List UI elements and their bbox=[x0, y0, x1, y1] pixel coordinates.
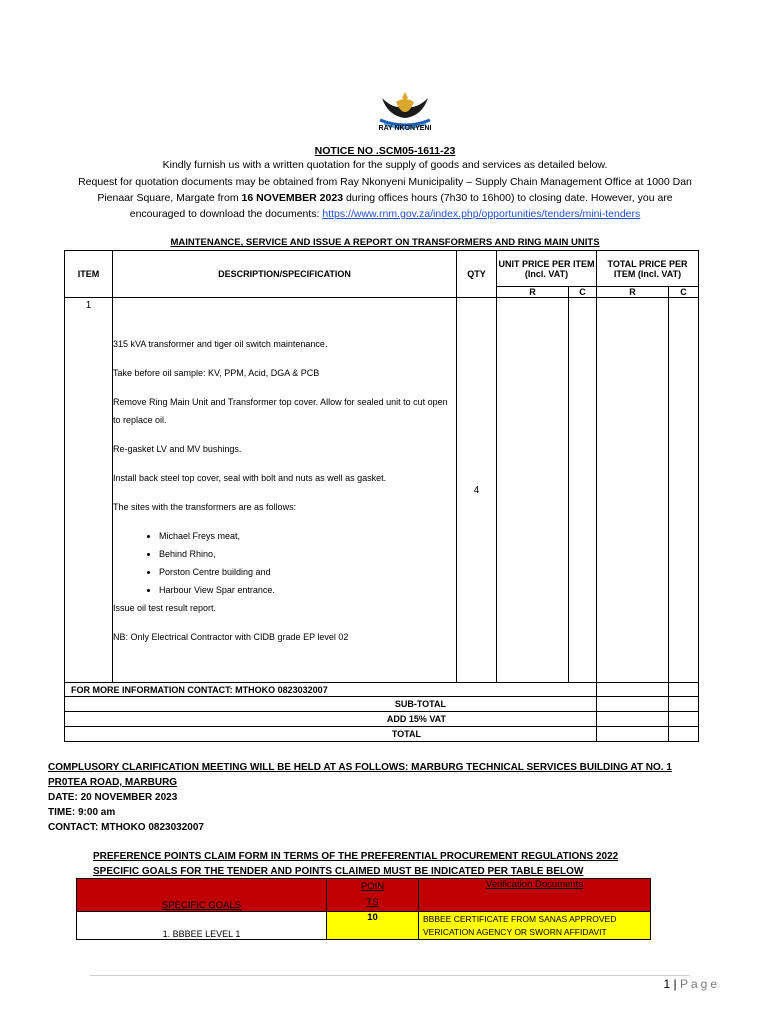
list-item: • Porston Centre building and bbox=[159, 563, 456, 581]
preference-title-1: PREFERENCE POINTS CLAIM FORM IN TERMS OF THE PREFERENTIAL PROCUREMENT REGULATIONS 2022 bbox=[93, 851, 619, 862]
intro-line-3-pre: Pienaar Square, Margate from bbox=[97, 192, 242, 204]
intro-date: 16 NOVEMBER 2023 bbox=[241, 192, 344, 204]
points-header-b: TS bbox=[366, 897, 379, 908]
header-total-price: TOTAL PRICE PER ITEM (Incl. VAT) bbox=[597, 251, 699, 287]
subtotal-r-input[interactable] bbox=[597, 697, 669, 712]
points-value: 10 bbox=[327, 912, 419, 940]
row-qty: 4 bbox=[457, 298, 497, 683]
desc-p2: Take before oil sample: KV, PPM, Acid, DGA & PCB bbox=[113, 367, 320, 378]
table-title: MAINTENANCE, SERVICE AND ISSUE A REPORT ON TRANSFORMERS AND RING MAIN UNITS bbox=[170, 237, 600, 248]
documents-link[interactable]: https://www.rnm.gov.za/index.php/opportunities/tenders/mini-tenders bbox=[322, 208, 641, 220]
list-item: • Behind Rhino, bbox=[159, 545, 456, 563]
subtotal-label: SUB-TOTAL bbox=[65, 697, 597, 712]
meeting-line-1: COMPLUSORY CLARIFICATION MEETING WILL BE HELD AT AS FOLLOWS: MARBURG TECHNICAL SERVICES BUILDING AT NO. 1 bbox=[48, 762, 672, 773]
header-description: DESCRIPTION/SPECIFICATION bbox=[113, 251, 457, 298]
quotation-table bbox=[64, 250, 699, 742]
sites-list bbox=[113, 527, 456, 599]
table-row bbox=[65, 298, 699, 683]
desc-p1: 315 kVA transformer and tiger oil switch maintenance. bbox=[113, 338, 328, 349]
preference-title bbox=[93, 849, 713, 879]
meeting-time: TIME: 9:00 am bbox=[48, 807, 116, 818]
header-unit-c: C bbox=[569, 287, 597, 298]
municipality-crest-icon bbox=[372, 90, 438, 130]
intro-line-4 bbox=[15, 208, 755, 220]
vat-r-input[interactable] bbox=[597, 712, 669, 727]
vat-c-input[interactable] bbox=[669, 712, 699, 727]
intro-line-3 bbox=[15, 192, 755, 204]
total-price-c-input[interactable] bbox=[669, 298, 699, 683]
total-r-input[interactable] bbox=[597, 727, 669, 742]
row-description bbox=[113, 298, 457, 683]
total-label: TOTAL bbox=[65, 727, 597, 742]
header-unit-price: UNIT PRICE PER ITEM (Incl. VAT) bbox=[497, 251, 597, 287]
meeting-contact: CONTACT: MTHOKO 0823032007 bbox=[48, 822, 204, 833]
unit-price-r-input[interactable] bbox=[497, 298, 569, 683]
desc-p6: The sites with the transformers are as follows: bbox=[113, 501, 297, 512]
verif-line-2: VERICATION AGENCY OR SWORN AFFIDAVIT bbox=[423, 926, 607, 937]
goal-bbbee: 1. BBBEE LEVEL 1 bbox=[77, 912, 327, 940]
desc-p7: Issue oil test result report. bbox=[113, 602, 217, 613]
specific-goals-table bbox=[76, 878, 651, 940]
page-separator: | bbox=[673, 977, 677, 991]
list-item: • Harbour View Spar entrance. bbox=[159, 581, 456, 599]
meeting-details bbox=[48, 790, 204, 835]
intro-line-3-post: during offices hours (7h30 to 16h00) to closing date. However, you are bbox=[343, 192, 673, 204]
points-header-a: POIN bbox=[360, 881, 385, 892]
empty-cell bbox=[669, 683, 699, 697]
verification-header: Verification Documents bbox=[419, 879, 651, 912]
goals-header: SPECIFIC GOALS bbox=[77, 879, 327, 912]
preference-title-2: SPECIFIC GOALS FOR THE TENDER AND POINTS CLAIMED MUST BE INDICATED PER TABLE BELOW bbox=[93, 866, 584, 877]
points-header bbox=[327, 879, 419, 912]
verif-line-1: BBBEE CERTIFICATE FROM SANAS APPROVED bbox=[423, 913, 617, 924]
intro-line-4-pre: encouraged to download the documents: bbox=[129, 208, 323, 220]
page-number bbox=[600, 977, 720, 991]
total-c-input[interactable] bbox=[669, 727, 699, 742]
unit-price-c-input[interactable] bbox=[569, 298, 597, 683]
vat-label: ADD 15% VAT bbox=[65, 712, 597, 727]
total-price-r-input[interactable] bbox=[597, 298, 669, 683]
footer-divider bbox=[90, 975, 690, 976]
meeting-date: DATE: 20 NOVEMBER 2023 bbox=[48, 792, 178, 803]
header-unit-r: R bbox=[497, 287, 569, 298]
page-label: Page bbox=[679, 977, 720, 991]
intro-line-1: Kindly furnish us with a written quotation for the supply of goods and services as detailed below. bbox=[162, 159, 608, 171]
header-qty: QTY bbox=[457, 251, 497, 298]
row-item: 1 bbox=[65, 298, 113, 683]
desc-p4: Re-gasket LV and MV bushings. bbox=[113, 443, 242, 454]
header-item: ITEM bbox=[65, 251, 113, 298]
header-total-r: R bbox=[597, 287, 669, 298]
header-total-c: C bbox=[669, 287, 699, 298]
subtotal-c-input[interactable] bbox=[669, 697, 699, 712]
contact-info: FOR MORE INFORMATION CONTACT: MTHOKO 0823032007 bbox=[65, 683, 597, 697]
logo-text: RAY NKONYENI bbox=[378, 125, 432, 132]
page-number-value: 1 bbox=[663, 977, 671, 991]
desc-p5: Install back steel top cover, seal with bolt and nuts as well as gasket. bbox=[113, 472, 387, 483]
list-item: • Michael Freys meat, bbox=[159, 527, 456, 545]
notice-number: NOTICE NO .SCM05-1611-23 bbox=[314, 145, 456, 157]
verification-docs bbox=[419, 912, 651, 940]
desc-p3: Remove Ring Main Unit and Transformer top cover. Allow for sealed unit to cut open to replace oil. bbox=[113, 396, 448, 425]
meeting-info bbox=[48, 760, 748, 790]
meeting-line-2: PR0TEA ROAD, MARBURG bbox=[48, 777, 178, 788]
desc-p8: NB: Only Electrical Contractor with CIDB grade EP level 02 bbox=[113, 631, 349, 642]
intro-line-2: Request for quotation documents may be obtained from Ray Nkonyeni Municipality – Supply Chain Management Office at 1000 Dan bbox=[78, 176, 692, 188]
empty-cell bbox=[597, 683, 669, 697]
